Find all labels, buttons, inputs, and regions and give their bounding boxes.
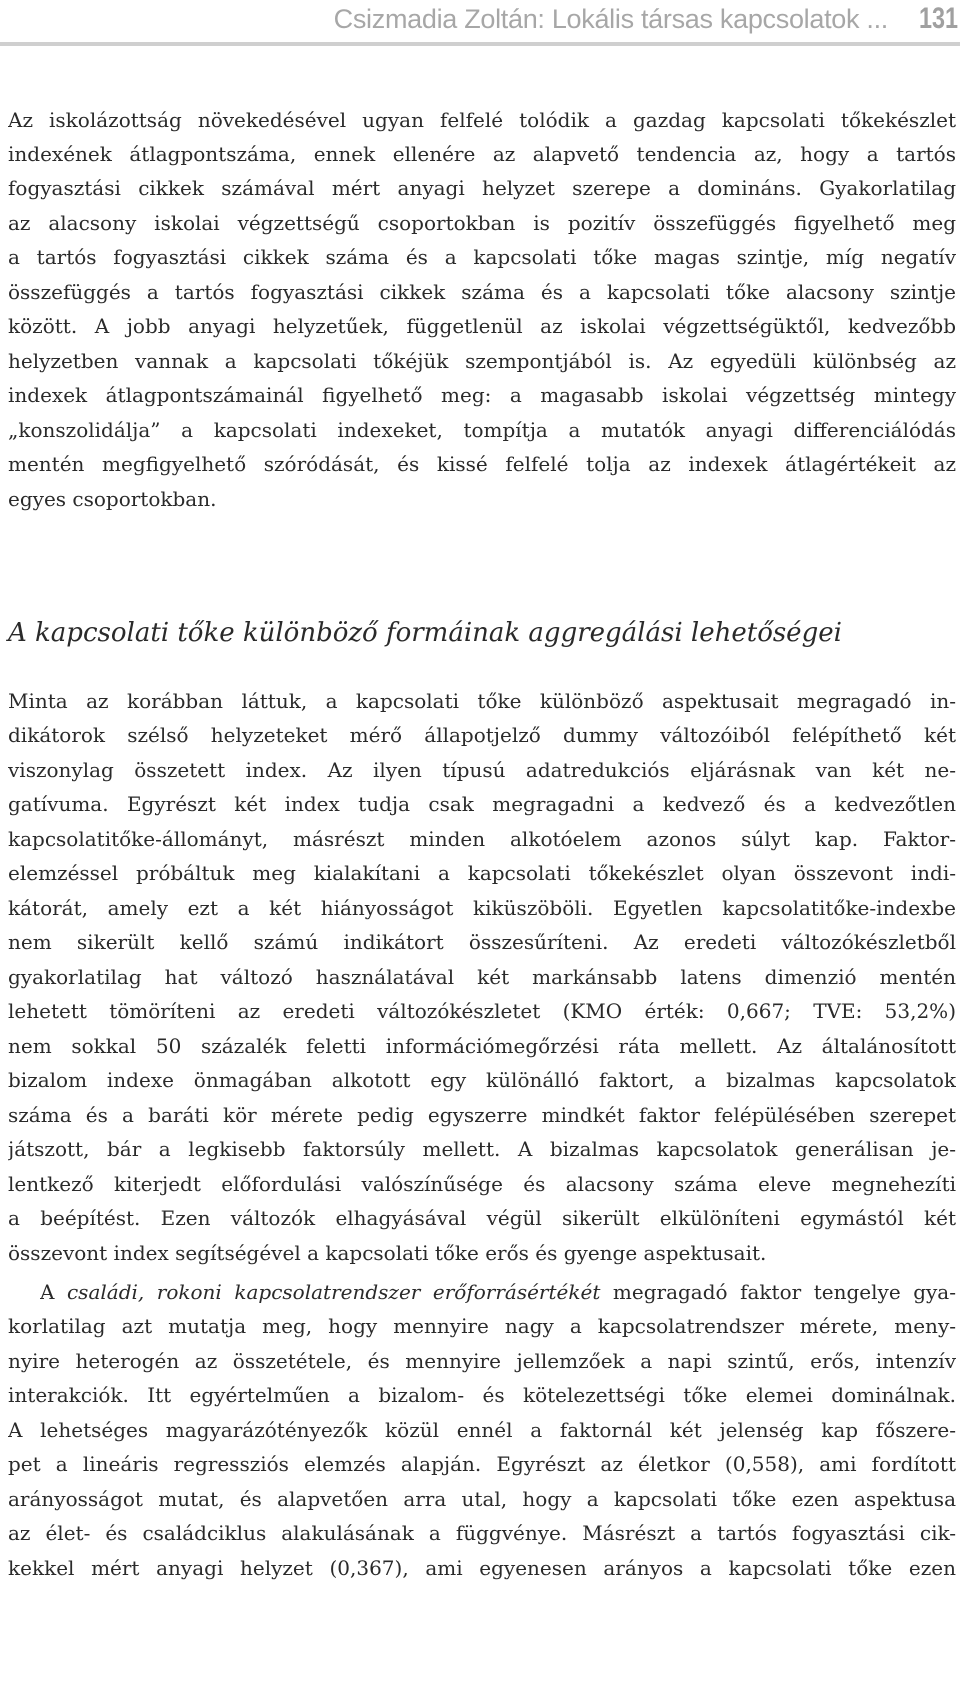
text-line: korlatilag azt mutatja meg, hogy mennyire nagy a kapcsolatrendszer mérete, meny- (8, 1314, 956, 1338)
text-line: száma és a baráti kör mérete pedig egyszerre mindkét faktor felépülésében szerepet (8, 1103, 956, 1127)
text-line: fogyasztási cikkek számával mért anyagi helyzet szerepe a domináns. Gyakorlatilag (8, 176, 956, 200)
text-line: a tartós fogyasztási cikkek száma és a kapcsolati tőke magas szintje, míg negatív (8, 245, 956, 269)
text-line: összefüggés a tartós fogyasztási cikkek száma és a kapcsolati tőke alacsony szintje (8, 280, 956, 304)
text-line: nyire heterogén az összetétele, és mennyire jellemzőek a napi szintű, erős, intenzív (8, 1349, 956, 1373)
text-line: lehetett tömöríteni az eredeti változókészletet (KMO érték: 0,667; TVE: 53,2%) (8, 999, 956, 1023)
text-line: elemzéssel próbáltuk meg kialakítani a kapcsolati tőkekészlet olyan összevont indi- (8, 861, 956, 885)
text-line: kátorát, amely ezt a két hiányosságot kiküszöböli. Egyetlen kapcsolatitőke-indexbe (8, 896, 956, 920)
text-line: gyakorlatilag hat változó használatával két markánsabb latens dimenzió mentén (8, 965, 956, 989)
text-line: indexek átlagpontszámainál figyelhető meg: a magasabb iskolai végzettség mintegy (8, 383, 956, 407)
text-line: kekkel mért anyagi helyzet (0,367), ami egyenesen arányos a kapcsolati tőke ezen (8, 1556, 956, 1580)
text-line: nem sokkal 50 százalék feletti információmegőrzési ráta mellett. Az általánosított (8, 1034, 956, 1058)
text-line: mentén megfigyelhető szóródását, és kissé felfelé tolja az indexek átlagértékeit az (8, 452, 956, 476)
text-line (40, 1273, 956, 1311)
text-line: között. A jobb anyagi helyzetűek, függetlenül az iskolai végzettségüktől, kedvezőbb (8, 314, 956, 338)
text-line: egyes csoportokban. (8, 487, 217, 511)
section-heading: A kapcsolati tőke különböző formáinak aggregálási lehetőségei (8, 618, 842, 648)
text-line: A lehetséges magyarázótényezők közül ennél a faktornál két jelenség kap főszere- (8, 1418, 956, 1442)
text-line: indexének átlagpontszáma, ennek ellenére az alapvető tendencia az, hogy a tartós (8, 142, 956, 166)
text-line: a beépítést. Ezen változók elhagyásával végül sikerült elkülöníteni egymástól két (8, 1206, 956, 1230)
running-header (0, 0, 960, 46)
italic-term: családi, rokoni kapcsolatrendszer erőforrásértékét (66, 1280, 601, 1304)
text-line: az alacsony iskolai végzettségű csoportokban is pozitív összefüggés figyelhető meg (8, 211, 956, 235)
text-line: Minta az korábban láttuk, a kapcsolati tőke különböző aspektusait megragadó in- (8, 689, 956, 713)
header-divider (0, 42, 960, 46)
text-line: az élet- és családciklus alakulásának a függvénye. Másrészt a tartós fogyasztási cik- (8, 1521, 956, 1545)
text-line: Az iskolázottság növekedésével ugyan felfelé tolódik a gazdag kapcsolati tőkekészlet (8, 108, 956, 132)
text-line: lentkező kiterjedt előfordulási valószínűsége és alacsony száma eleve megnehezíti (8, 1172, 956, 1196)
text-line: játszott, bár a legkisebb faktorsúly mellett. A bizalmas kapcsolatok generálisan je- (8, 1137, 956, 1161)
text-line: arányosságot mutat, és alapvetően arra utal, hogy a kapcsolati tőke ezen aspektusa (8, 1487, 956, 1511)
text-run: A (40, 1280, 67, 1304)
text-line: pet a lineáris regressziós elemzés alapján. Egyrészt az életkor (0,558), ami fordított (8, 1452, 956, 1476)
running-title: Csizmadia Zoltán: Lokális társas kapcsolatok ... (333, 4, 888, 34)
text-run: megragadó faktor tengelye gya- (600, 1280, 956, 1304)
text-line: nem sikerült kellő számú indikátort összesűríteni. Az eredeti változókészletből (8, 930, 956, 954)
text-line: „konszolidálja” a kapcsolati indexeket, tompítja a mutatók anyagi differenciálódás (8, 418, 956, 442)
text-line: összevont index segítségével a kapcsolati tőke erős és gyenge aspektusait. (8, 1241, 767, 1265)
text-line: gatívuma. Egyrészt két index tudja csak megragadni a kedvező és a kedvezőtlen (8, 792, 956, 816)
text-line: interakciók. Itt egyértelműen a bizalom- és kötelezettségi tőke elemei dominálnak. (8, 1383, 956, 1407)
text-line: bizalom indexe önmagában alkotott egy különálló faktort, a bizalmas kapcsolatok (8, 1068, 956, 1092)
text-line: kapcsolatitőke-állományt, másrészt minden alkotóelem azonos súlyt kap. Faktor- (8, 827, 956, 851)
text-line: helyzetben vannak a kapcsolati tőkéjük szempontjából is. Az egyedüli különbség az (8, 349, 956, 373)
text-line: dikátorok szélső helyzeteket mérő állapotjelző dummy változóiból felépíthető két (8, 723, 956, 747)
page-number: 131 (918, 2, 958, 35)
text-line: viszonylag összetett index. Az ilyen típusú adatredukciós eljárásnak van két ne- (8, 758, 956, 782)
